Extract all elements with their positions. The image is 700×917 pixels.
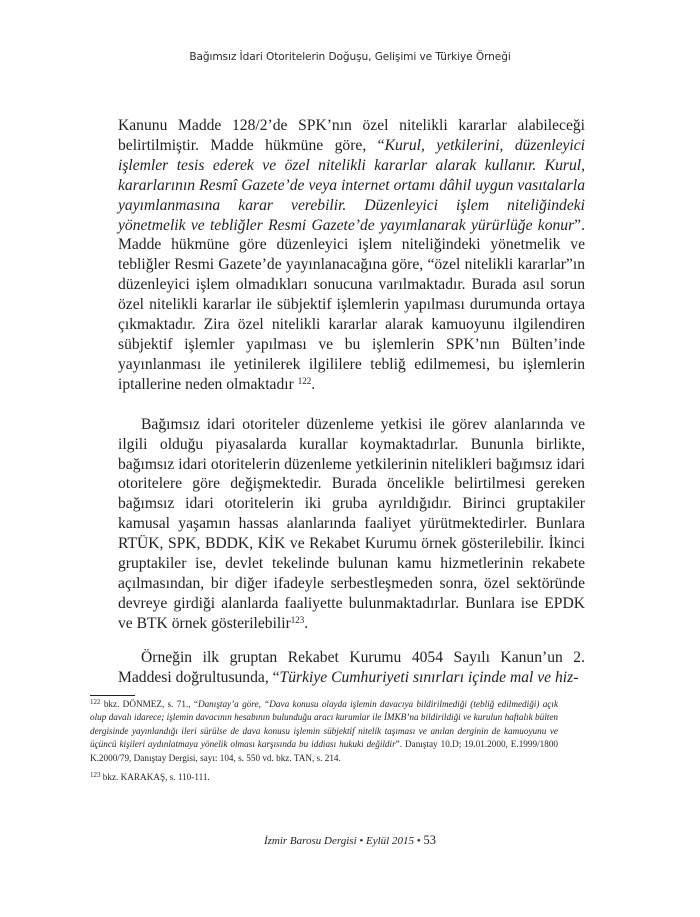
paragraph-1 bbox=[118, 116, 585, 395]
body-text bbox=[118, 116, 585, 687]
running-head: Bağımsız İdari Otoritelerin Doğuşu, Gelişimi ve Türkiye Örneği bbox=[189, 51, 511, 63]
footnotes bbox=[90, 698, 558, 790]
footnote-122-quote: Danıştay’a göre, “Dava konusu olayda işlemin davacıya bildirilmediği (tebliğ edilmediği) açık olup davalı idarece; işlemin davacının hesabının bulunduğu aracı kurumlar ile İMKB’na bildirildiği ve kurulun haftalık bülten dergisinde yayınlandığı ileri sürülse de dava konusu işlemin sübjektif nitelik taşıması ve anılan derginin de kamuoyunu ve üçüncü kişileri aydınlatmaya yönelik olması karşısında bu iddiası hukuki değildir bbox=[90, 699, 559, 750]
footnote-123-text: bkz. KARAKAŞ, s. 110-111. bbox=[102, 772, 210, 783]
footnote-122-text-b: ”. Danıştay 10.D; 19.01.2000, E.1999/1800 K.2000/79, Danıştay Dergisi, sayı: 104, s. 550 vd. bkz. TAN, s. 214. bbox=[90, 739, 559, 763]
footnote-ref-122[interactable]: 122 bbox=[297, 375, 312, 386]
footnote-122-text-a: bkz. DÖNMEZ, s. 71., “ bbox=[103, 699, 198, 709]
paragraph-2 bbox=[118, 415, 585, 634]
paragraph-1-text-b: ”. Madde hükmüne göre düzenleyici işlem niteliğindeki yönetmelik ve tebliğler Resmi Gazete’de yayınlanacağına göre, “özel nitelikli kararlar”ın düzenleyici işlem olmadıkları sonucuna varılmaktadır. Burada asıl sorun özel nitelikli kararlar ile sübjektif işlemlerin yapılması durumunda ortaya çıkmaktadır. Zira özel nitelikli kararlar alarak kamuoyunu ilgilendiren sübjektif işlemler yapılması ve bu işlemlerin SPK’nın Bülten’inde yayınlanması ile yetinilerek ilgililere tebliğ edilmemesi, bu işlemlerin iptallerine neden olmaktadır bbox=[118, 216, 585, 393]
paragraph-1-quote: Kurul, yetkilerini, düzenleyici işlemler tesis ederek ve özel nitelikli kararlar alarak kullanır. Kurul, kararlarının Resmî Gazete’de veya internet ortamı dâhil uygun vasıtalarla yayımlanmasına karar verebilir. Düzenleyici işlem niteliğindeki yönetmelik ve tebliğler Resmi Gazete’de yayımlanarak yürürlüğe konur bbox=[118, 136, 585, 234]
paragraph-2-text: Bağımsız idari otoriteler düzenleme yetkisi ile görev alanlarında ve ilgili olduğu piyasalarda kurallar koymaktadırlar. Bununla birlikte, bağımsız idari otoritelerin düzenleme yetkilerinin nitelikleri bağımsız idari otoritelere göre değişmektedir. Burada öncelikle belirtilmesi gereken bağımsız idari otoritelerin iki gruba ayrıldığıdır. Birinci gruptakiler kamusal yaşamın hassas alanlarında faaliyet yürütmektedirler. Bunlara RTÜK, SPK, BDDK, KİK ve Rekabet Kurumu örnek gösterilebilir. İkinci gruptakiler ise, devlet tekelinde bulunan kamu hizmetlerinin rekabete açılmasından, bir diğer ifadeyle serbestleşmeden sonra, özel sektöründe devreye girdiği alanlarda faaliyette bulunmaktadırlar. Bunlara ise EPDK ve BTK örnek gösterilebilir bbox=[118, 415, 585, 632]
footnote-122 bbox=[90, 698, 558, 765]
footnote-number: 122 bbox=[90, 698, 101, 706]
footnote-number: 123 bbox=[90, 771, 101, 780]
footnote-ref-123[interactable]: 123 bbox=[290, 614, 305, 625]
page-footer bbox=[220, 833, 480, 848]
paragraph-3 bbox=[118, 648, 585, 688]
paragraph-2-end: . bbox=[304, 614, 309, 632]
paragraph-3-quote: Türkiye Cumhuriyeti sınırları içinde mal ve hiz- bbox=[279, 668, 579, 686]
footnote-separator bbox=[90, 695, 135, 696]
paragraph-1-end: . bbox=[311, 375, 316, 393]
page-number: 53 bbox=[423, 833, 437, 847]
footnote-123 bbox=[90, 771, 558, 784]
paragraph-1-text-a: Kanunu Madde 128/2’de SPK’nın özel nitelikli kararlar alabileceği belirtilmiştir. Madde hükmüne göre, “ bbox=[118, 117, 585, 154]
journal-name: İzmir Barosu Dergisi • Eylül 2015 • bbox=[263, 835, 421, 847]
paragraph-3-text: Örneğin ilk gruptan Rekabet Kurumu 4054 Sayılı Kanun’un 2. Maddesi doğrultusunda, “ bbox=[118, 648, 585, 686]
